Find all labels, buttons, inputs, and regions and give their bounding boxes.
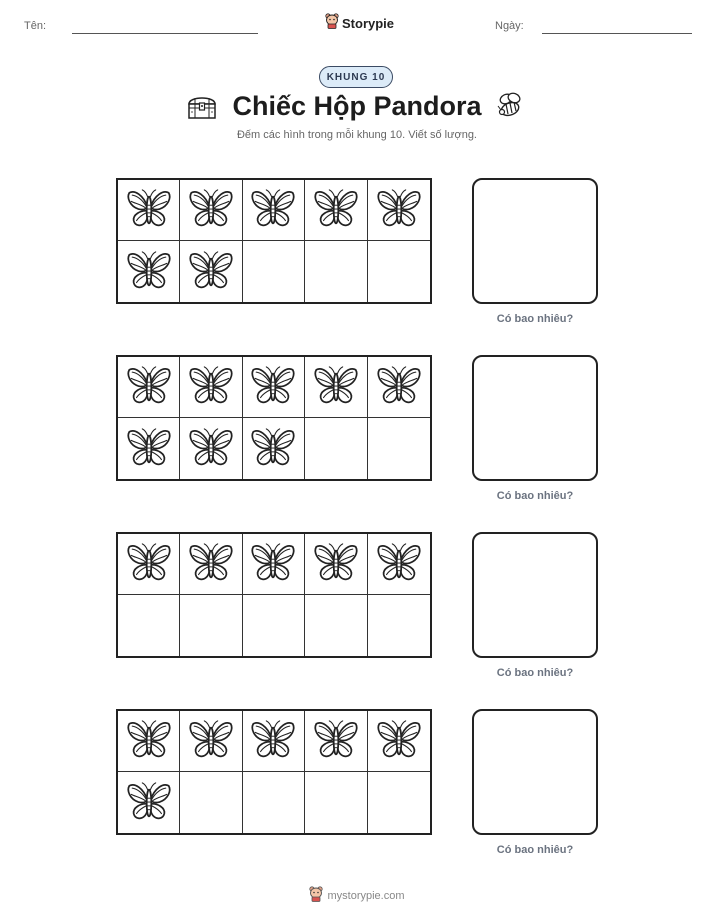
butterfly-icon xyxy=(188,426,234,472)
butterfly-icon xyxy=(126,426,172,472)
ten-frame-cell xyxy=(243,595,305,656)
butterfly-icon xyxy=(250,541,296,587)
ten-frame-2 xyxy=(116,355,432,481)
ten-frame-cell xyxy=(243,418,305,479)
ten-frame-cell xyxy=(243,772,305,833)
bee-icon xyxy=(494,92,526,125)
ten-frame-cell xyxy=(243,357,305,418)
ten-frame-cell xyxy=(368,711,430,772)
butterfly-icon xyxy=(313,187,359,233)
butterfly-icon xyxy=(250,364,296,410)
ten-frame-cell xyxy=(243,534,305,595)
ten-frame-cell xyxy=(118,711,180,772)
question-label-4: Có bao nhiêu? xyxy=(496,844,574,856)
ten-frame-cell xyxy=(118,772,180,833)
butterfly-icon xyxy=(250,426,296,472)
ten-frame-cell xyxy=(368,595,430,656)
butterfly-icon xyxy=(126,187,172,233)
question-label-2: Có bao nhiêu? xyxy=(496,490,574,502)
title-row xyxy=(0,88,714,126)
ten-frame-cell xyxy=(180,180,242,241)
butterfly-icon xyxy=(376,541,422,587)
ten-frame-cell xyxy=(180,357,242,418)
storypie-mascot-icon xyxy=(309,886,323,907)
date-field-line[interactable] xyxy=(542,33,692,34)
instructions: Đếm các hình trong mỗi khung 10. Viết số lượng. xyxy=(236,129,477,141)
ten-frame-cell xyxy=(243,180,305,241)
footer xyxy=(0,885,714,907)
date-label: Ngày: xyxy=(495,20,524,32)
butterfly-icon xyxy=(313,541,359,587)
ten-frame-cell xyxy=(118,180,180,241)
butterfly-icon xyxy=(313,364,359,410)
ten-frame-cell xyxy=(305,180,367,241)
ten-frame-cell xyxy=(305,595,367,656)
question-label-3: Có bao nhiêu? xyxy=(496,667,574,679)
ten-frame-cell xyxy=(243,711,305,772)
ten-frame-cell xyxy=(305,772,367,833)
ten-frame-cell xyxy=(368,357,430,418)
butterfly-icon xyxy=(126,718,172,764)
butterfly-icon xyxy=(313,718,359,764)
ten-frame-badge: KHUNG 10 xyxy=(319,66,393,88)
ten-frame-cell xyxy=(180,418,242,479)
ten-frame-cell xyxy=(118,357,180,418)
ten-frame-cell xyxy=(243,241,305,302)
ten-frame-cell xyxy=(180,711,242,772)
ten-frame-cell xyxy=(368,534,430,595)
ten-frame-cell xyxy=(368,418,430,479)
question-label-1: Có bao nhiêu? xyxy=(496,313,574,325)
ten-frame-1 xyxy=(116,178,432,304)
ten-frame-cell xyxy=(368,241,430,302)
ten-frame-3 xyxy=(116,532,432,658)
butterfly-icon xyxy=(376,364,422,410)
ten-frame-cell xyxy=(118,241,180,302)
ten-frame-cell xyxy=(118,418,180,479)
answer-box-3[interactable] xyxy=(472,532,598,658)
butterfly-icon xyxy=(188,718,234,764)
ten-frame-4 xyxy=(116,709,432,835)
ten-frame-cell xyxy=(180,595,242,656)
butterfly-icon xyxy=(376,718,422,764)
name-label: Tên: xyxy=(24,20,47,32)
answer-box-4[interactable] xyxy=(472,709,598,835)
name-field-line[interactable] xyxy=(72,33,258,34)
brand-name: Storypie xyxy=(342,15,395,31)
ten-frame-cell xyxy=(180,772,242,833)
ten-frame-cell xyxy=(305,418,367,479)
butterfly-icon xyxy=(250,187,296,233)
ten-frame-cell xyxy=(180,534,242,595)
butterfly-icon xyxy=(376,187,422,233)
storypie-mascot-icon xyxy=(325,13,339,34)
ten-frame-cell xyxy=(118,595,180,656)
answer-box-2[interactable] xyxy=(472,355,598,481)
butterfly-icon xyxy=(126,541,172,587)
brand-logo xyxy=(325,12,394,34)
butterfly-icon xyxy=(126,249,172,295)
ten-frame-cell xyxy=(305,357,367,418)
butterfly-icon xyxy=(188,364,234,410)
page-title: Chiếc Hộp Pandora xyxy=(232,91,482,121)
ten-frame-cell xyxy=(305,534,367,595)
ten-frame-cell xyxy=(180,241,242,302)
butterfly-icon xyxy=(188,249,234,295)
butterfly-icon xyxy=(250,718,296,764)
ten-frame-cell xyxy=(305,241,367,302)
ten-frame-cell xyxy=(368,180,430,241)
answer-box-1[interactable] xyxy=(472,178,598,304)
butterfly-icon xyxy=(188,541,234,587)
butterfly-icon xyxy=(126,780,172,826)
ten-frame-cell xyxy=(368,772,430,833)
ten-frame-cell xyxy=(305,711,367,772)
butterfly-icon xyxy=(188,187,234,233)
ten-frame-cell xyxy=(118,534,180,595)
butterfly-icon xyxy=(126,364,172,410)
footer-url: mystorypie.com xyxy=(327,890,405,902)
